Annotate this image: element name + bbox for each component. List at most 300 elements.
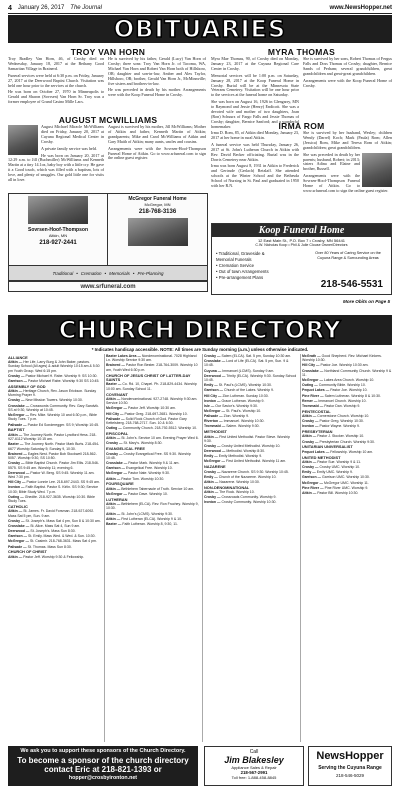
church-details: Pastor Sue. Worship 9 & 11.	[317, 459, 362, 464]
church-town: Brainerd —	[106, 363, 125, 368]
church-listing	[8, 509, 102, 518]
church-town: Palisade —	[204, 414, 223, 419]
church-listing	[8, 485, 102, 494]
church-listing	[204, 475, 298, 479]
church-details: Church of the Nazarene. Worship 10.	[218, 474, 277, 479]
denomination-heading: EPISCOPAL	[106, 430, 129, 436]
obit-troy-p2: Funeral services were held at 6:30 p.m. on Friday, January 27, 2017 at the Deerwood Baptist Church. Visitation was held one hour prior to the services at the church.	[8, 72, 104, 88]
church-listing	[302, 383, 392, 387]
church-listing	[8, 524, 102, 528]
church-listing	[8, 413, 102, 422]
jim-phone: 218-567-2991	[240, 770, 268, 775]
obit-myra-p2: Memorial services will be 1:00 p.m. on Saturday, January 28, 2017 at the Koop Funeral Home in Crosby. Burial will be at the Minnesota State Veterans Cemetery. Visitation will be one hour prior to the services at the funeral home on Saturday.	[211, 72, 299, 98]
church-town: Ironton —	[204, 500, 221, 505]
church-listing	[204, 399, 298, 403]
koop-service-1: • Traditional, Graveside &	[216, 251, 265, 256]
church-listing	[106, 502, 200, 511]
church-town: Baxter —	[8, 442, 24, 447]
koop-services	[216, 251, 269, 281]
obit-august-col2	[108, 125, 206, 191]
church-town: Baxter —	[106, 521, 122, 526]
church-details: Community Bible. Worship 10.	[318, 383, 366, 388]
church-listing	[204, 374, 298, 383]
church-listing	[8, 423, 102, 427]
church-details: Zion. Worship 9.	[223, 414, 250, 419]
church-town: Crosslake —	[204, 359, 226, 364]
denomination-heading: METHODIST	[204, 429, 227, 435]
obit-troy-p3: He was born on October 27, 1970 in Minneapolis to Gerald and Sharon (Sovrsen) Van Horn Sr. Troy was a former employee of Grand Casino Mille Lacs.	[8, 89, 104, 105]
denomination-heading: LUTHERAN	[106, 496, 128, 502]
church-details: Pastor J. Stocker. Worship 10.	[317, 434, 365, 439]
church-town: Baxter —	[106, 382, 122, 387]
church-listing	[8, 389, 102, 398]
obit-troy-p5: He was preceded in death by his mother. Arrangements were with the Koop Funeral Home in Crosby.	[108, 87, 206, 98]
church-town: Crosslake —	[8, 403, 30, 408]
church-town: McGregor —	[204, 408, 226, 413]
denomination-heading: CATHOLIC	[8, 504, 28, 510]
mcgregor-ad[interactable]	[108, 194, 207, 267]
church-details: St. John's. Service 10 am. Evening Prayer Wed 6.	[121, 436, 199, 441]
church-listing	[302, 486, 392, 490]
obit-irma-p5: She was preceded in death by her parents; husband, Robert; in 2013; sisters Adina and Elaine and brother, Russell.	[303, 151, 360, 172]
church-details: Good Shepherd. Rev. Michael Kinkers. Worship 10:30.	[302, 354, 382, 363]
obit-august-p4: August is survived by his mother, Jill McWilliams; Mother of Aitkin and father, Kenneth Martin of Aitkin; grandparents; Mike and Carol McWilliams of Aitkin and Gary Maith of Aitkin; many aunts, uncles and cousins.	[108, 124, 206, 144]
church-town: Outing —	[8, 494, 24, 499]
church-listing	[302, 465, 392, 469]
church-town: Crosby —	[8, 398, 25, 403]
church-details: Lord of Life (ELCA). Sat. 5 pm, Sun. 9 & 10:45.	[204, 359, 289, 368]
church-town: Crosby —	[302, 439, 319, 444]
church-details: Pine River UMC. Worship 9.	[324, 485, 369, 490]
koop-service-5: • Pre-arrangement Plans	[216, 275, 264, 280]
church-listing	[204, 459, 298, 463]
obit-irma-p1: Irma D. Rom, 85, of Aitkin died Monday, January 23, 2017 at her home in rural Aitkin.	[211, 130, 299, 140]
koop-service-4: • Out of town Arrangements	[216, 269, 269, 274]
church-listing	[204, 359, 298, 368]
obit-myra-name: MYRA THOMAS	[267, 47, 336, 57]
church-details: Pastor Joe. Worship 10.	[330, 388, 368, 393]
koop-service-2: Memorial Funerals	[216, 257, 252, 262]
church-listing	[204, 495, 298, 499]
page-footer	[8, 746, 392, 786]
church-listing	[8, 404, 102, 413]
church-details: McGregor UMC. Worship 11.	[324, 480, 369, 485]
church-town: Crosby —	[302, 419, 319, 424]
sponsor-become: To become a sponsor of the church directory contact Eric at 218-821-1393 or	[17, 756, 189, 774]
church-details: Cornerstone Church. Worship 10.	[317, 414, 370, 418]
church-details: Crosby Community. Worship 10:30.	[221, 500, 277, 505]
church-directory-listings	[8, 354, 392, 742]
header-rule	[8, 13, 392, 14]
church-town: McGrath —	[302, 354, 321, 358]
church-details: Crosby United Methodist. Worship 10.	[221, 444, 281, 449]
church-details: Her Life, Larry Burg & John Baker, pastors. Sunday School (All ages) & adult Worship 10:15 am & 5:30 pm Youth Group. Wed 6:15 pm.	[8, 359, 100, 373]
mcgregor-name: McGregor Funeral Home	[128, 196, 187, 202]
church-details: Emily UMC. Worship 9.	[316, 470, 353, 475]
church-listing	[106, 363, 200, 372]
mcgregor-building-photo	[128, 218, 188, 246]
church-listing	[8, 442, 102, 451]
church-details: New Mission Towers. Worship 10:30.	[25, 398, 83, 403]
church-town: Trommald —	[204, 424, 226, 429]
column-divider	[300, 354, 301, 742]
church-listing	[106, 417, 200, 426]
church-town: McGregor —	[106, 471, 128, 476]
koop-address: 12 East Main St., P.O. Box 7 • Crosby, MN 56441	[257, 238, 346, 243]
obit-irma-col2	[303, 131, 392, 221]
church-town: Emily —	[204, 474, 218, 479]
church-details: Nazarene. Worship 10:30.	[219, 479, 260, 484]
church-listing	[204, 394, 298, 398]
obit-irma-name: IRMA ROM	[278, 121, 325, 131]
church-town: Aitkin —	[204, 434, 219, 439]
more-obits-note: More Obits on Page 5	[343, 299, 390, 304]
church-town: Remer —	[302, 398, 318, 403]
church-listing	[106, 492, 200, 496]
church-town: Pequot Lakes —	[302, 449, 330, 454]
church-details: Faith Lutheran. Worship 8, 9:30, 11.	[122, 521, 178, 526]
column-divider	[104, 354, 105, 742]
church-town: Aitkin —	[106, 502, 121, 507]
church-details: St. Mary's. Worship 8:30.	[123, 441, 163, 446]
church-listing	[8, 433, 102, 442]
church-listing	[204, 369, 298, 373]
church-listing	[106, 382, 200, 391]
koop-owners: C.W. Nicholas Koop • Phil & Julie Clouse Owner/Directors	[255, 243, 348, 247]
church-details: Pastor W. Berg. SS 9:45. Worship 11 am. Wed 7:30 pm.	[8, 470, 95, 480]
church-town: Pine River —	[302, 393, 324, 398]
church-listing	[204, 383, 298, 387]
church-town: Emily —	[302, 470, 316, 475]
denomination-heading: CHURCH OF JESUS CHRIST OF LATTER-DAY SAINTS	[106, 372, 191, 383]
church-listing	[302, 475, 392, 479]
church-details: Pastor Dan. Worship 9.	[324, 403, 361, 408]
church-town: Isle —	[204, 403, 215, 408]
church-details: First Lutheran (ELCA). Worship 9 & 10.	[121, 516, 183, 521]
church-details: Immanuel. Worship 10:30.	[223, 419, 265, 424]
church-details: Crossroads Community. Worship 9.	[221, 495, 277, 500]
church-details: Northland Community Church. Worship 9 & 11.	[302, 368, 392, 377]
obit-irma-p4: She is survived by her husband, Wesley; children Wendy (Darrel) Koch; Mark (Paula) Rom; Allen (Jessica) Rom, Mike and Teresa Rom of Aitkin; grandchildren; great grandchildren.	[303, 130, 392, 150]
church-details: Bethlehem Tabernacle of Truth. Service 10 am.	[121, 486, 195, 491]
church-details: Pastor Greg. Worship 10:30.	[319, 419, 364, 424]
church-listing	[204, 424, 298, 428]
church-town: McGregor —	[302, 378, 324, 383]
church-town: Deerwood —	[204, 449, 226, 454]
church-details: Crosswords Community. Rev. Gary Sandvik. SS at 9:30, Worship at 10:45.	[8, 403, 99, 412]
church-town: Aitkin —	[204, 479, 219, 484]
sovrsen-name: Sovrsen-Hoof-Thompson	[28, 227, 88, 233]
church-details: Ghedite. 218-927-3635. Worship 10:30. Bible Study Tues.	[8, 494, 95, 504]
srfuneral-link[interactable]: www.srfuneral.com	[8, 281, 208, 292]
church-town: Aitkin —	[8, 389, 23, 393]
church-details: The Rock. Worship 10.	[219, 490, 255, 495]
denomination-heading: PRESBYTERIAN	[302, 429, 333, 435]
church-details: Our Savior's. Worship 9:30.	[215, 403, 258, 408]
church-listing	[204, 435, 298, 444]
church-listing	[8, 519, 102, 523]
church-town: Crosby —	[204, 354, 221, 358]
obit-august-p1: August Michael Miracle McWilliams died on Friday, January 20, 2017 at Cuyuna Regional Medical Center in Crosby.	[41, 124, 104, 144]
church-listing	[302, 378, 392, 382]
church-listing	[106, 354, 200, 363]
church-listing	[106, 522, 200, 526]
church-details: Pastor Jeff. Worship 9:30 & Fellowship.	[23, 554, 85, 559]
church-town: Trommald —	[302, 403, 324, 408]
denomination-heading: PENTECOSTAL	[302, 408, 331, 414]
church-town: Ironton —	[204, 398, 221, 403]
church-town: McGregor —	[8, 413, 30, 418]
church-details: Faith Baptist. Pastor S. Kirlin. SS 9:30; Service 10:30; Bible Study Wed. 7 p.m.	[8, 485, 99, 494]
church-listing	[302, 450, 392, 454]
church-listing	[204, 500, 298, 504]
church-listing	[106, 471, 200, 475]
church-listing	[8, 471, 102, 480]
church-details: Pastor Dave. Worship 10.	[128, 491, 168, 496]
newshopper-ad[interactable]	[308, 746, 392, 786]
directory-column-1	[8, 354, 102, 742]
obit-august-p3: He was born on January 20, 2017 at 12:29 a.m. to Jill (Buchmiller) McWilliams and Kenneth Martin at a tiny 14.1oz, baby boy with a little cry. He gave it a Good touch, which was filled with a baptism, lots of love, and plenty of snuggles. Our gold little one for visits all in love.	[8, 152, 104, 183]
service-traditional: Traditional	[52, 270, 74, 276]
church-listing	[8, 495, 102, 504]
church-town: Crosby —	[106, 441, 123, 446]
church-listing	[106, 397, 200, 406]
church-listing	[204, 449, 298, 453]
church-listing	[8, 539, 102, 543]
church-listing	[8, 379, 102, 383]
obituaries-section	[8, 45, 392, 310]
obit-irma-col1	[211, 131, 299, 221]
church-details: Bethlehem (ELCA). Rev. Ron Fruchey. Worship 9, 10:30.	[106, 502, 199, 511]
church-listing	[106, 452, 200, 461]
church-listing	[8, 374, 102, 378]
services-strip: Traditional • Cremation • Memorials • Pre-Planning	[8, 265, 208, 281]
sovrsen-building-photo	[28, 196, 88, 224]
church-details: Crosby UMC. Worship 10.	[319, 465, 361, 470]
church-details: St. James. Fr. David Forsman. 218-927-6092. Mass Sat 5 pm, Sun. 9 am.	[8, 509, 95, 518]
directory-note: * Indicates handicap accessible. NOTE: All times are Sunday morning (a.m.) unless otherwise indicated.	[91, 347, 309, 352]
church-listing	[302, 399, 392, 403]
church-listing	[302, 470, 392, 474]
church-details: Zion Lutheran. Sunday 10:30.	[222, 393, 269, 398]
denomination-heading: BAPTIST	[8, 427, 25, 433]
church-details: Pastor Nate. Worship 9:30.	[128, 471, 170, 476]
church-town: Crosslake —	[106, 461, 128, 466]
church-listing	[106, 436, 200, 440]
newshopper-tagline: Serving the Cuyuna Range	[318, 765, 382, 771]
koop-title: Koop Funeral Home	[212, 224, 391, 237]
service-cremation: Cremation	[80, 270, 102, 276]
church-directory-banner	[8, 315, 392, 345]
obituaries-title: OBITUARIES	[113, 15, 287, 43]
church-town: Aitkin —	[302, 459, 317, 464]
church-details: St. Joseph's. Mass Sun 8:30.	[30, 529, 76, 534]
obit-troy-name: TROY VAN HORN	[70, 47, 146, 57]
obit-august-photo	[8, 125, 38, 155]
church-details: Pastor Ed Sonderegger. SS 9; Worship 10:45.	[27, 422, 100, 427]
church-details: Eagles Nest. Pastor Bob Stockwell 218-562-5057. Worship 9:30, SS 10:50.	[8, 451, 97, 461]
church-details: Nazarene Church. SS 9:30. Worship 10:45.	[221, 469, 289, 474]
church-listing	[106, 441, 200, 445]
church-directory-title: CHURCH DIRECTORY	[58, 316, 342, 344]
church-listing	[204, 404, 298, 408]
jim-role: Appliance Sales & Repair	[231, 765, 277, 770]
church-town: Ironton —	[302, 424, 319, 429]
church-details: Church of the Lakes. Worship 9.	[224, 388, 274, 393]
church-town: Aitkin —	[8, 554, 23, 559]
church-town: Deerwood —	[8, 470, 30, 475]
service-preplanning: Pre-Planning	[137, 270, 164, 276]
denomination-heading: NON-DENOMINATIONAL	[204, 484, 250, 490]
column-divider	[202, 354, 203, 742]
church-town: McGregor —	[8, 539, 30, 544]
church-details: Pastor Michael Rabe. Worship 9:30 SS 10:45.	[28, 378, 100, 383]
denomination-heading: NAZARENE	[204, 464, 226, 470]
church-details: Pastor Bill. Worship 10:30.	[317, 490, 359, 495]
church-details: Presbyterian Church. Worship 9:30.	[319, 439, 375, 444]
church-town: Crosslake —	[8, 523, 30, 528]
church-details: St. Paul's. Worship 10.	[226, 408, 262, 413]
church-listing	[204, 354, 298, 358]
church-town: McGregor —	[106, 406, 128, 411]
church-listing	[106, 512, 200, 516]
church-listing	[302, 419, 392, 423]
church-details: Pastor Jeff. Worship 10:30 am.	[128, 406, 176, 411]
church-listing	[8, 480, 102, 484]
obit-myra-col2	[303, 57, 392, 119]
church-town: Baxter Lakes Area —	[106, 354, 141, 358]
church-town: Crosby —	[204, 444, 221, 449]
church-town: Ironton —	[8, 485, 25, 490]
issue-date: January 26, 2017	[17, 5, 65, 11]
church-town: Garrison —	[8, 378, 28, 383]
church-listing	[302, 414, 392, 418]
church-town: McGregor —	[106, 491, 128, 496]
church-listing	[204, 490, 298, 494]
koop-tagline: Over 80 Years of Caring Service on the Cuyuna Range & Surrounding Areas	[315, 251, 381, 260]
church-town: McGregor —	[204, 459, 226, 464]
church-details: Co. Rd. 10, Chapel. Ph. 218-829-4434. Worship 10:00 am. Sunday School 11.	[106, 382, 197, 391]
church-town: Cuyuna —	[204, 368, 222, 373]
church-town: Aitkin —	[8, 359, 23, 364]
church-town: Crosslake —	[302, 368, 324, 373]
church-details: Nondenominational. 927-2748. Worship 9:30 am. Service 10:30.	[106, 396, 198, 406]
church-town: Hill City —	[106, 411, 124, 416]
church-details: The Journey North. Pastor Lyndford Hess. 218-927-6112 Worship 10:15 am.	[8, 432, 97, 442]
church-listing	[204, 419, 298, 423]
church-listing	[106, 466, 200, 470]
obit-august-col1	[8, 125, 104, 191]
church-details: Pastor Ron Bester. 218-764-3009. Worship 10 am, Youth Wed 6:30 p.m.	[106, 363, 198, 372]
church-town: Aitkin —	[106, 476, 121, 481]
obit-troy-col2	[108, 57, 206, 113]
church-town: Aitkin —	[106, 396, 121, 401]
church-town: Hill City —	[302, 363, 320, 368]
denomination-heading: ALLIANCE	[8, 354, 28, 360]
koop-funeral-ad[interactable]	[211, 223, 392, 295]
obit-myra-p1: Myra Mae Thomas, 90, of Crosby died on Monday, January 23, 2017 at the Cuyuna Regional Care Center in Crosby.	[211, 56, 299, 71]
church-listing	[204, 414, 298, 418]
jim-blakesley-ad[interactable]	[204, 746, 304, 786]
church-details: Pastor Michael H. Rabe. Worship 9: SS 10:30.	[25, 373, 98, 378]
church-town: Aitkin —	[106, 436, 121, 441]
church-town: Aitkin —	[302, 490, 317, 495]
denomination-heading: EVANGELICAL FREE	[106, 446, 145, 452]
church-details: Immanuel Church. Worship 10.	[318, 398, 367, 403]
church-listing	[302, 460, 392, 464]
church-listing	[8, 529, 102, 533]
church-town: Crosby —	[106, 451, 123, 456]
church-town: Emily —	[204, 454, 218, 459]
church-town: Aitkin —	[106, 511, 121, 516]
page-header	[8, 3, 392, 13]
church-listing	[106, 487, 200, 491]
church-details: Grace Lutheran. Worship 9.	[221, 398, 265, 403]
church-listing	[106, 461, 200, 465]
website-link[interactable]: www.NewsHopper.net	[329, 5, 392, 11]
church-listing	[8, 545, 102, 549]
church-details: Pastor Greg. 218-697-2681. Worship 10.	[124, 411, 188, 416]
funeral-home-ads	[8, 193, 208, 268]
church-listing	[8, 461, 102, 470]
church-listing	[302, 491, 392, 495]
church-details: Salem (ELCA). Sat. 5 pm, Sunday 10:30 am.	[221, 354, 292, 358]
church-listing	[204, 454, 298, 458]
church-details: Pastor Joe. Worship 10:30 am.	[320, 363, 369, 368]
church-town: Garrison —	[302, 475, 322, 480]
church-listing	[8, 360, 102, 373]
church-town: Crosby —	[204, 469, 221, 474]
church-town: Outing —	[302, 383, 318, 388]
sovrsen-ad[interactable]	[9, 194, 108, 267]
church-town: Palisade —	[8, 544, 27, 549]
church-listing	[106, 517, 200, 521]
church-town: Aitkin —	[204, 490, 219, 495]
church-details: Pastor Lonnie Lee. 218-697-2443. SS 9:45 am.	[26, 480, 100, 485]
obituaries-banner	[8, 15, 392, 43]
church-details: Garrison UMC. Worship 10:30.	[322, 475, 370, 480]
church-listing	[8, 555, 102, 559]
church-listing	[204, 409, 298, 413]
church-town: McGregor —	[302, 480, 324, 485]
church-town: Crosby —	[302, 465, 319, 470]
church-listing	[106, 426, 200, 430]
church-details: Salem Lutheran. Worship 8 & 10:30.	[324, 393, 381, 398]
church-details: Heritage Church, Rev. Jason Erickson. Sunday Morning Prayer 9.	[8, 389, 97, 398]
jim-toll-free: Toll free: 1-888-458-8845	[231, 775, 277, 780]
church-details: Rev. Mike. Worship 10 and 6:30 p.m., Bible Study Tues. 7 p.m.	[8, 413, 97, 422]
church-listing	[302, 440, 392, 444]
church-listing	[302, 388, 392, 392]
church-town: Crosby —	[8, 518, 25, 523]
church-details: Solid Rock Church of God. Pastor Gary Kettelsberg. 218-768-2717. Sun. 10 & 6:30.	[106, 416, 187, 425]
obit-myra-p3: She was born on August 16, 1926 in Glengarry, MN to Raymond and Jessie (Henry) Endicott. She was a devoted wife and mother of two daughters, Joan (Ron) Schuurz of Fargo Falls and Jessie Thomas of Crosby; daughter, Bernice Sanford; and a wonderful homemaker.	[211, 99, 299, 129]
sponsor-email[interactable]: hopper@crosbyironton.net	[68, 775, 138, 781]
church-listing	[302, 424, 392, 428]
church-details: St. John's (LCMS). Worship 9:30.	[121, 511, 173, 516]
obit-irma-photo	[362, 153, 392, 187]
denomination-heading: FOURSQUARE	[106, 481, 134, 487]
church-town: Aitkin —	[302, 434, 317, 439]
church-details: St. Joseph's. Mass Sat 4 pm, Sun 8 & 10:30 am.	[25, 518, 101, 523]
directory-column-2	[106, 354, 200, 742]
church-listing	[204, 480, 298, 484]
church-town: Garrison —	[106, 466, 126, 471]
church-listing	[8, 452, 102, 461]
church-town: Crosby —	[204, 495, 221, 500]
church-listing	[204, 444, 298, 448]
obit-myra-p4: She is survived by her sons, Robert Thomas of Fergus Falls and Doss Thomas of Crosby; daughter, Bernice Sands of Perham; several grandchildren, great grandchildren and great-great grandchildren.	[303, 56, 392, 76]
